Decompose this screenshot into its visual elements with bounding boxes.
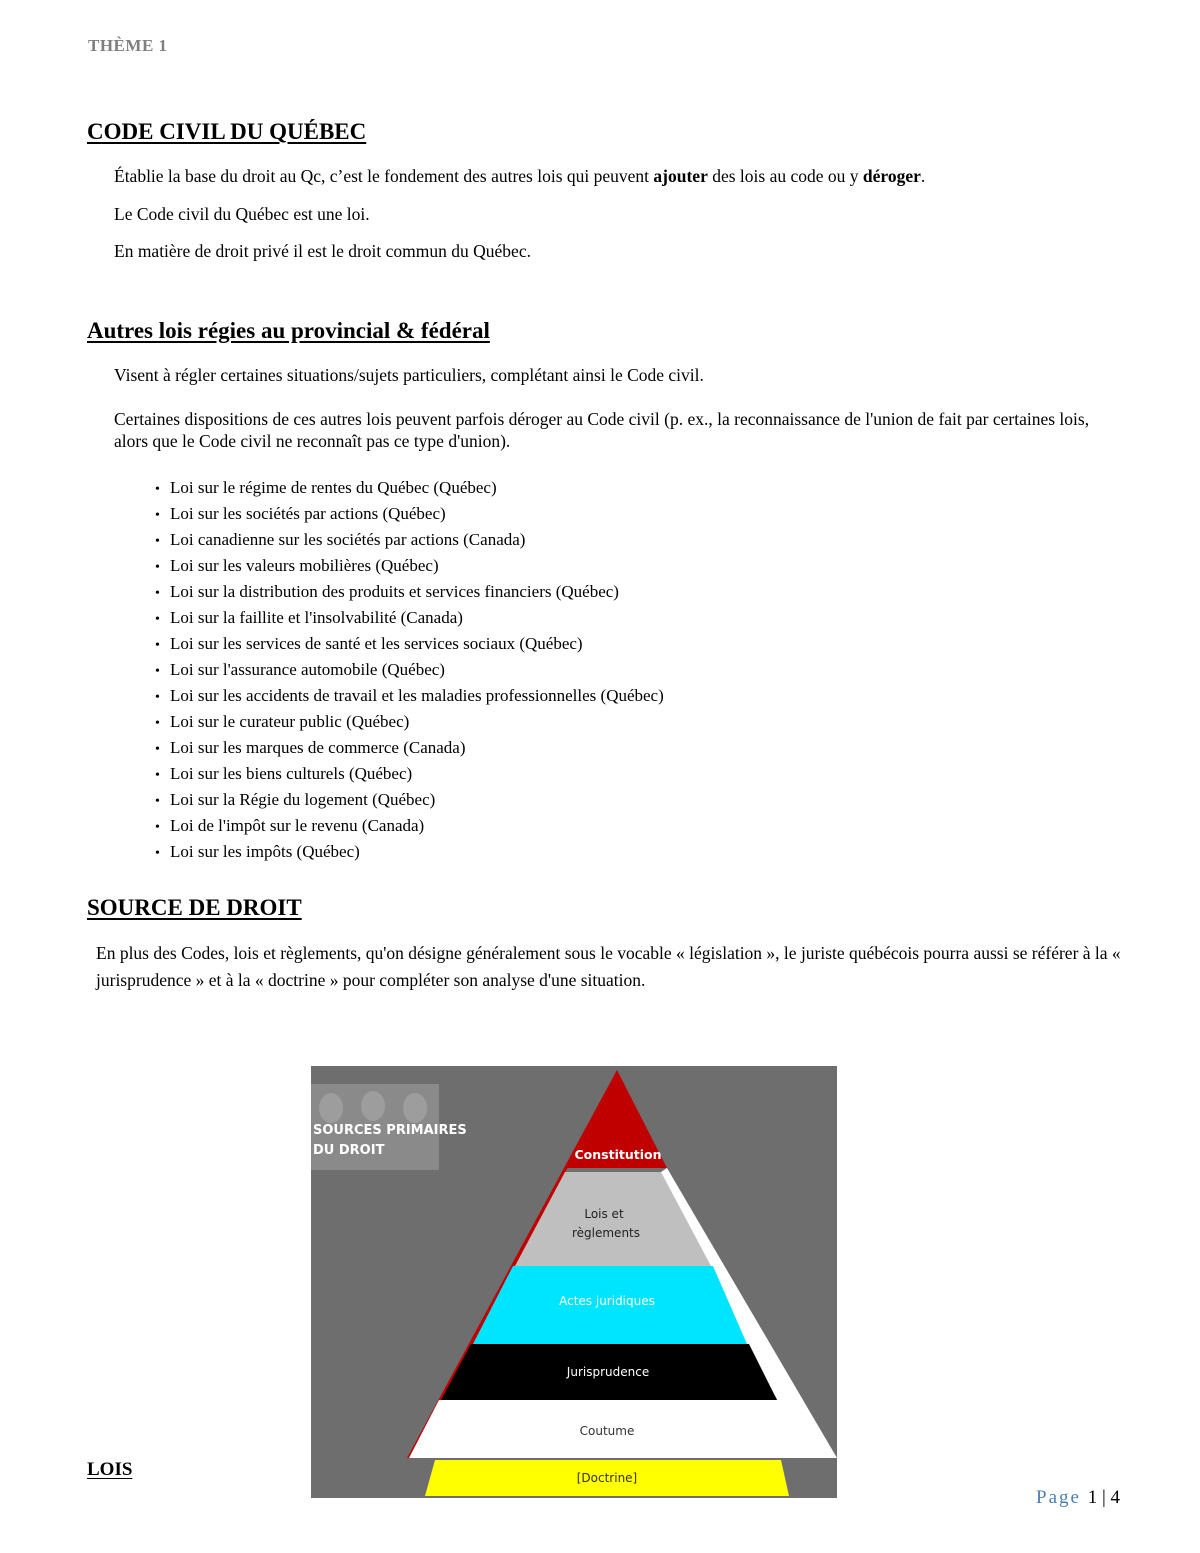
list-item: • Loi de l'impôt sur le revenu (Canada)	[155, 816, 425, 835]
list-item: • Loi sur les biens culturels (Québec)	[155, 764, 413, 783]
text-fragment: .	[920, 166, 926, 186]
list-item: • Loi sur les accidents de travail et les maladies professionnelles (Québec)	[155, 686, 664, 705]
page-word: Page	[1036, 1487, 1081, 1508]
label-coutume: Coutume	[579, 1424, 635, 1438]
section-title-autres-lois: Autres lois régies au provincial & fédéral	[87, 318, 490, 343]
paragraph-code-est-loi: Le Code civil du Québec est une loi.	[114, 204, 370, 224]
list-item: • Loi sur les sociétés par actions (Québec)	[155, 504, 446, 523]
figure-title-line1: SOURCES PRIMAIRES	[313, 1123, 467, 1138]
paragraph-legislation: En plus des Codes, lois et règlements, qu'on désigne généralement sous le vocable « législation », le juriste québécois pourra aussi se référer à la « jurisprudence » et à la « doctrine » pour compléter son analyse d'une situation.	[96, 943, 1121, 990]
label-actes-juridiques: Actes juridiques	[559, 1294, 655, 1308]
paragraph-droit-commun: En matière de droit privé il est le droit commun du Québec.	[114, 241, 531, 261]
portrait-face	[361, 1091, 385, 1121]
label-lois-line2: règlements	[571, 1226, 641, 1240]
page-number	[1036, 1487, 1120, 1509]
list-item: • Loi sur l'assurance automobile (Québec)	[155, 660, 445, 679]
laws-list	[155, 475, 664, 865]
list-item: • Loi sur le régime de rentes du Québec (Québec)	[155, 478, 497, 497]
bold-word-ajouter: ajouter	[653, 166, 708, 186]
text-fragment: des lois au code ou y	[707, 166, 863, 186]
paragraph-visent: Visent à régler certaines situations/sujets particuliers, complétant ainsi le Code civil.	[114, 365, 704, 385]
bold-word-deroger: déroger	[862, 166, 921, 186]
section-title-code-civil: CODE CIVIL DU QUÉBEC	[87, 119, 367, 144]
figure-title-line2: DU DROIT	[313, 1143, 385, 1158]
sources-du-droit-figure	[311, 1066, 837, 1498]
label-doctrine: [Doctrine]	[576, 1471, 638, 1485]
theme-label: THÈME 1	[88, 36, 168, 55]
portrait-face	[319, 1093, 343, 1123]
pyramid-diagram	[311, 1066, 837, 1498]
label-lois-line1: Lois et	[584, 1207, 624, 1221]
paragraph-base-du-droit	[114, 165, 925, 187]
list-item: • Loi sur la faillite et l'insolvabilité (Canada)	[155, 608, 463, 627]
list-item: • Loi sur la Régie du logement (Québec)	[155, 790, 436, 809]
list-item: • Loi sur les marques de commerce (Canada)	[155, 738, 466, 757]
section-title-lois: LOIS	[87, 1459, 133, 1480]
list-item: • Loi sur le curateur public (Québec)	[155, 712, 410, 731]
list-item: • Loi sur la distribution des produits et services financiers (Québec)	[155, 582, 619, 601]
text-fragment: Établie la base du droit au Qc, c’est le fondement des autres lois qui peuvent	[114, 166, 654, 186]
page-count: 1 | 4	[1087, 1487, 1120, 1508]
list-item: • Loi sur les services de santé et les services sociaux (Québec)	[155, 634, 583, 653]
list-item: • Loi sur les valeurs mobilières (Québec)	[155, 556, 439, 575]
portrait-face	[403, 1093, 427, 1123]
section-title-source-de-droit: SOURCE DE DROIT	[87, 895, 302, 920]
list-item: • Loi sur les impôts (Québec)	[155, 842, 360, 861]
list-item: • Loi canadienne sur les sociétés par actions (Canada)	[155, 530, 526, 549]
label-constitution: Constitution	[574, 1147, 662, 1162]
label-jurisprudence: Jurisprudence	[566, 1365, 650, 1379]
paragraph-dispositions: Certaines dispositions de ces autres lois peuvent parfois déroger au Code civil (p. ex., la reconnaissance de l'union de fait par certaines lois, alors que le Code civil ne reconnaît pas ce type d'union).	[114, 409, 1090, 451]
